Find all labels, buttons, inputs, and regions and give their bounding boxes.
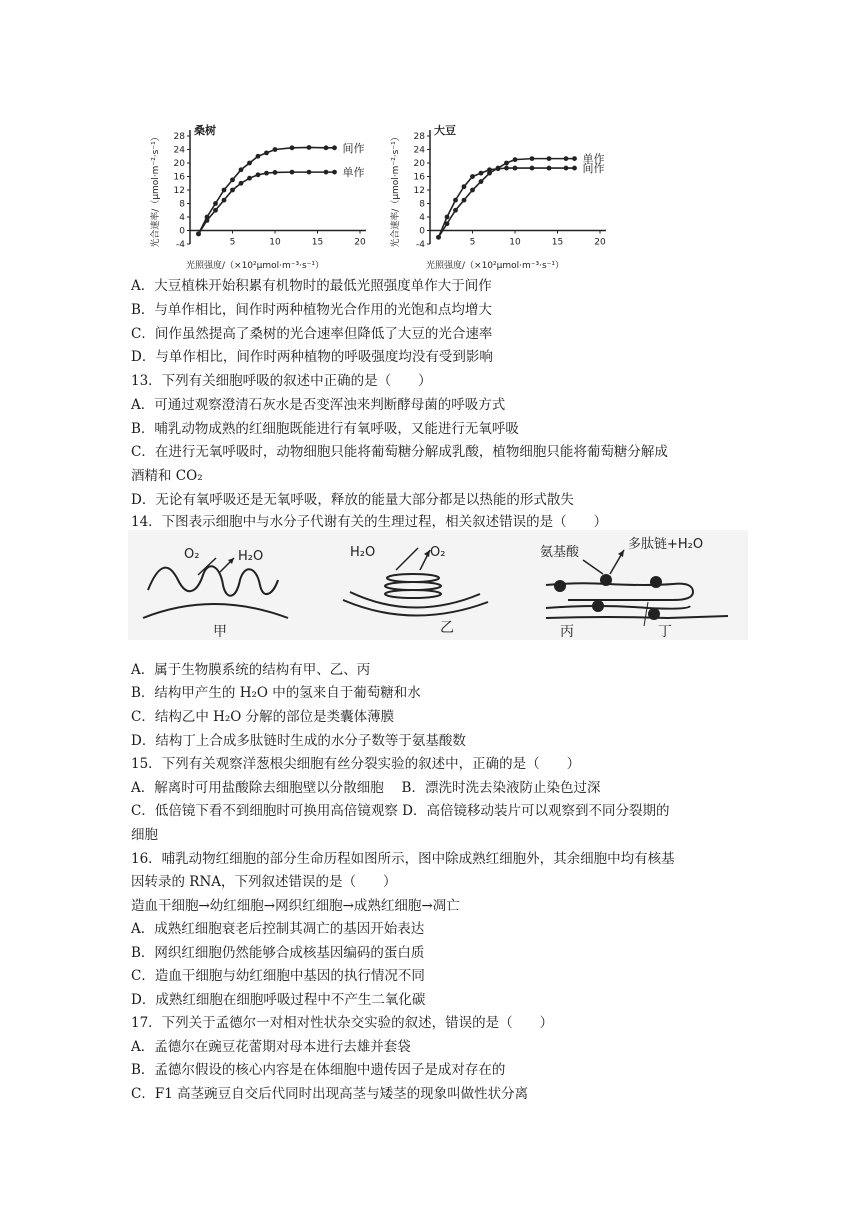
y-tick-label: -4 <box>176 240 185 250</box>
x-axis-label: 光照强度/（×10²μmol·m⁻³·s⁻¹） <box>426 261 565 271</box>
data-point <box>273 147 278 152</box>
q16-option-c: C．造血干细胞与幼红细胞中基因的执行情况不同 <box>131 968 425 984</box>
data-point <box>445 215 450 220</box>
y-tick-label: 4 <box>419 213 425 223</box>
jia-h2o-label: H₂O <box>238 549 264 564</box>
q13-option-c: C．在进行无氧呼吸时，动物细胞只能将葡萄糖分解成乳酸，植物细胞只能将葡萄糖分解成 <box>131 444 668 460</box>
chart-title: 大豆 <box>434 124 456 137</box>
y-tick-label: 8 <box>179 199 185 210</box>
yi-o2-label: O₂ <box>430 545 446 560</box>
chart-title: 桑树 <box>194 124 216 137</box>
series-line-0 <box>199 147 335 233</box>
q15-options-ab: A．解离时可用盐酸除去细胞壁以分散细胞 B．漂洗时洗去染液防止染色过深 <box>131 780 601 796</box>
q15-option-d-cont: 细胞 <box>131 827 158 843</box>
y-tick-label: -4 <box>416 240 425 250</box>
x-axis-label: 光照强度/（×10²μmol·m⁻³·s⁻¹） <box>186 261 325 271</box>
q13-option-a: A．可通过观察澄清石灰水是否变浑浊来判断酵母菌的呼吸方式 <box>131 397 506 413</box>
series-label: 间作 <box>582 162 605 176</box>
data-point <box>273 170 278 175</box>
q12-option-a: A．大豆植株开始积累有机物时的最低光照强度单作大于间作 <box>131 278 492 294</box>
ding-label: 丁 <box>658 624 672 640</box>
x-tick-label: 5 <box>469 237 476 248</box>
y-tick-label: 28 <box>413 132 425 142</box>
y-tick-label: 16 <box>173 172 185 183</box>
data-point <box>504 166 509 171</box>
data-point <box>479 179 484 184</box>
q16-option-d: D．成熟红细胞在细胞呼吸过程中不产生二氧化碳 <box>131 992 426 1008</box>
ribosome-1 <box>554 580 566 592</box>
q17-stem: 17．下列关于孟德尔一对相对性状杂交实验的叙述，错误的是（ ） <box>131 1015 554 1031</box>
q14-stem: 14．下图表示细胞中与水分子代谢有关的生理过程，相关叙述错误的是（ ） <box>131 514 608 530</box>
series-line-1 <box>439 168 575 237</box>
yi-label: 乙 <box>440 620 454 636</box>
polypeptide-label: 多肽链+H₂O <box>628 537 704 552</box>
q12-option-c: C．间作虽然提高了桑树的光合速率但降低了大豆的光合速率 <box>131 326 493 342</box>
y-tick-label: 20 <box>173 159 185 169</box>
data-point <box>222 188 227 193</box>
y-tick-label: 8 <box>419 199 425 210</box>
data-point <box>239 167 244 172</box>
data-point <box>487 167 492 172</box>
data-point <box>530 156 535 161</box>
data-point <box>256 154 261 159</box>
data-point <box>332 170 337 175</box>
amino-acid-label: 氨基酸 <box>540 545 580 560</box>
q17-option-c: C．F1 高茎豌豆自交后代同时出现高茎与矮茎的现象叫做性状分离 <box>131 1086 529 1102</box>
photosynthesis-charts <box>148 104 608 272</box>
y-axis-label: 光合速率/（μmol·m⁻²·s⁻¹） <box>391 132 401 248</box>
mitochondria-structure <box>143 547 288 640</box>
q14-option-b: B．结构甲产生的 H₂O 中的氢来自于葡萄糖和水 <box>131 685 421 701</box>
q12-option-b: B．与单作相比，间作时两种植物光合作用的光饱和点均增大 <box>131 302 492 318</box>
q16-stem: 16．哺乳动物红细胞的部分生命历程如图所示，图中除成熟红细胞外，其余细胞中均有核基 <box>131 851 675 867</box>
chloroplast-structure <box>343 545 488 636</box>
data-point <box>230 188 235 193</box>
y-tick-label: 12 <box>173 186 185 196</box>
data-point <box>324 145 329 150</box>
x-tick-label: 20 <box>354 237 366 248</box>
data-point <box>504 161 509 166</box>
data-point <box>239 181 244 186</box>
series-label: 单作 <box>342 166 365 180</box>
data-point <box>470 188 475 193</box>
q12-option-d: D．与单作相比，间作时两种植物的呼吸强度均没有受到影响 <box>131 349 493 365</box>
data-point <box>307 145 312 150</box>
ribosome-2 <box>600 574 612 586</box>
data-point <box>572 156 577 161</box>
ribosome-5 <box>648 608 660 620</box>
q13-stem: 13．下列有关细胞呼吸的叙述中正确的是（ ） <box>131 373 432 389</box>
data-point <box>290 170 295 175</box>
data-point <box>230 177 235 182</box>
data-point <box>453 198 458 203</box>
series-label: 单作 <box>582 152 605 166</box>
data-point <box>453 208 458 213</box>
data-point <box>256 172 261 177</box>
y-axis-label: 光合速率/（μmol·m⁻²·s⁻¹） <box>151 132 161 248</box>
x-tick-label: 10 <box>509 237 521 248</box>
q13-option-d: D．无论有氧呼吸还是无氧呼吸，释放的能量大部分都是以热能的形式散失 <box>131 492 574 508</box>
data-point <box>564 166 569 171</box>
data-point <box>513 166 518 171</box>
ribosome-4 <box>592 600 604 612</box>
q17-option-a: A．孟德尔在豌豆花蕾期对母本进行去雄并套袋 <box>131 1039 411 1055</box>
q14-option-a: A．属于生物膜系统的结构有甲、乙、丙 <box>131 662 371 678</box>
data-point <box>479 171 484 176</box>
x-tick-label: 15 <box>551 237 564 248</box>
ribosome-3 <box>650 576 662 588</box>
data-point <box>247 161 252 166</box>
x-tick-label: 20 <box>594 237 606 248</box>
er-ribosome-structure <box>540 536 728 640</box>
data-point <box>572 166 577 171</box>
y-tick-label: 12 <box>413 186 425 196</box>
y-tick-label: 28 <box>173 132 185 142</box>
data-point <box>264 171 269 176</box>
q13-option-b: B．哺乳动物成熟的红细胞既能进行有氧呼吸，又能进行无氧呼吸 <box>131 421 519 437</box>
data-point <box>462 184 467 189</box>
data-point <box>307 170 312 175</box>
x-tick-label: 10 <box>269 237 281 248</box>
jia-label: 甲 <box>213 624 227 640</box>
data-point <box>564 156 569 161</box>
y-tick-label: 16 <box>413 172 425 183</box>
data-point <box>547 156 552 161</box>
q14-option-c: C．结构乙中 H₂O 分解的部位是类囊体薄膜 <box>131 709 395 725</box>
y-tick-label: 24 <box>173 145 185 156</box>
data-point <box>290 145 295 150</box>
x-tick-label: 5 <box>229 237 236 248</box>
x-tick-label: 15 <box>311 237 324 248</box>
data-point <box>196 231 201 236</box>
q16-stem-cont: 因转录的 RNA，下列叙述错误的是（ ） <box>131 874 397 890</box>
data-point <box>213 201 218 206</box>
organelle-diagram-svg <box>128 530 748 640</box>
q16-option-b: B．网织红细胞仍然能够合成核基因编码的蛋白质 <box>131 945 425 961</box>
q14-option-d: D．结构丁上合成多肽链时生成的水分子数等于氨基酸数 <box>131 733 466 749</box>
data-point <box>462 198 467 203</box>
data-point <box>213 208 218 213</box>
data-point <box>205 218 210 223</box>
bing-label: 丙 <box>560 624 574 640</box>
data-point <box>470 174 475 179</box>
jia-o2-label: O₂ <box>184 547 200 562</box>
y-tick-label: 24 <box>413 145 425 156</box>
y-tick-label: 20 <box>413 159 425 169</box>
charts-svg <box>148 104 608 272</box>
q16-process: 造血干细胞→幼红细胞→网织红细胞→成熟红细胞→凋亡 <box>131 898 460 914</box>
y-tick-label: 0 <box>179 226 185 237</box>
y-tick-label: 4 <box>179 213 185 223</box>
data-point <box>247 176 252 181</box>
data-point <box>222 198 227 203</box>
organelle-diagram <box>128 530 748 640</box>
series-line-1 <box>199 172 335 234</box>
y-tick-label: 0 <box>419 226 425 237</box>
q13-option-c-cont: 酒精和 CO₂ <box>131 468 203 484</box>
data-point <box>324 170 329 175</box>
data-point <box>530 166 535 171</box>
q17-option-b: B．孟德尔假设的核心内容是在体细胞中遗传因子是成对存在的 <box>131 1062 506 1078</box>
data-point <box>332 145 337 150</box>
data-point <box>496 166 501 171</box>
yi-h2o-label: H₂O <box>350 545 376 560</box>
q15-options-cd: C．低倍镜下看不到细胞时可换用高倍镜观察 D．高倍镜移动装片可以观察到不同分裂期的 <box>131 803 670 819</box>
q15-stem: 15．下列有关观察洋葱根尖细胞有丝分裂实验的叙述中，正确的是（ ） <box>131 756 581 772</box>
data-point <box>547 166 552 171</box>
series-label: 间作 <box>342 141 365 155</box>
data-point <box>436 235 441 240</box>
q16-option-a: A．成熟红细胞衰老后控制其凋亡的基因开始表达 <box>131 921 425 937</box>
data-point <box>513 157 518 162</box>
data-point <box>264 150 269 155</box>
